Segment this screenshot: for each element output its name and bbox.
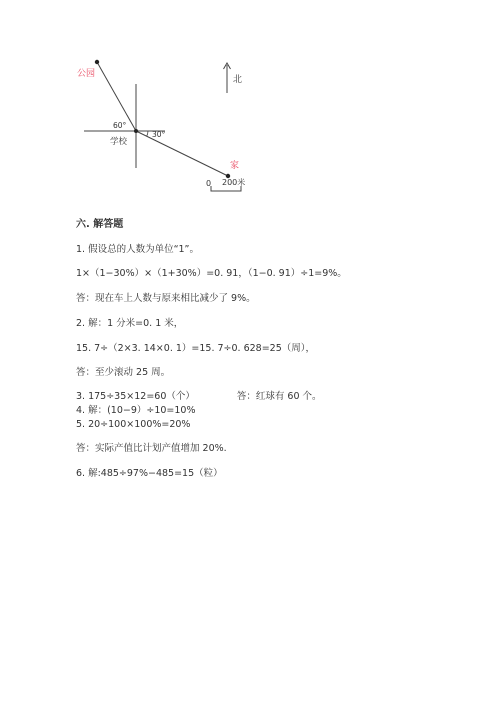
park-label: 公园 — [77, 69, 96, 79]
answer-line: 5. 20÷100×100%=20% — [76, 419, 191, 430]
section-title: 六. 解答题 — [76, 219, 124, 230]
answer-line: 2. 解：1 分米=0. 1 米， — [76, 318, 184, 329]
answer-line: 答：实际产值比计划产值增加 20%. — [76, 443, 227, 454]
answer-line: 1×（1−30%）×（1+30%）=0. 91，（1−0. 91）÷1=9%。 — [76, 268, 347, 279]
angle-arc — [147, 131, 148, 136]
direction-diagram — [0, 0, 500, 210]
answer-text: 答：红球有 60 个。 — [236, 391, 322, 402]
north-label: 北 — [233, 75, 243, 85]
answer-line: 4. 解：(10−9）÷10=10% — [76, 405, 196, 416]
answer-line: 15. 7÷（2×3. 14×0. 1）=15. 7÷0. 628=25（周）， — [76, 343, 316, 354]
scale-value-label: 200米 — [222, 178, 246, 187]
answer-line: 6. 解:485÷97%−485=15（粒） — [76, 468, 223, 479]
school-label: 学校 — [110, 137, 128, 147]
school-point — [134, 129, 138, 133]
route-to-home — [136, 131, 228, 176]
angle-60-label: 60° — [113, 121, 127, 130]
answer-line: 1. 假设总的人数为单位“1”。 — [76, 244, 199, 255]
home-label: 家 — [230, 161, 240, 171]
scale-zero-label: 0 — [206, 179, 212, 188]
angle-30-label: 30° — [152, 130, 166, 139]
calc-text: 3. 175÷35×12=60（个） — [76, 391, 195, 402]
answer-line: 答：至少滚动 25 周。 — [76, 367, 171, 378]
answer-line-with-answer — [76, 391, 322, 403]
park-point — [95, 60, 99, 64]
answer-line: 答：现在车上人数与原来相比减少了 9%。 — [76, 293, 256, 304]
